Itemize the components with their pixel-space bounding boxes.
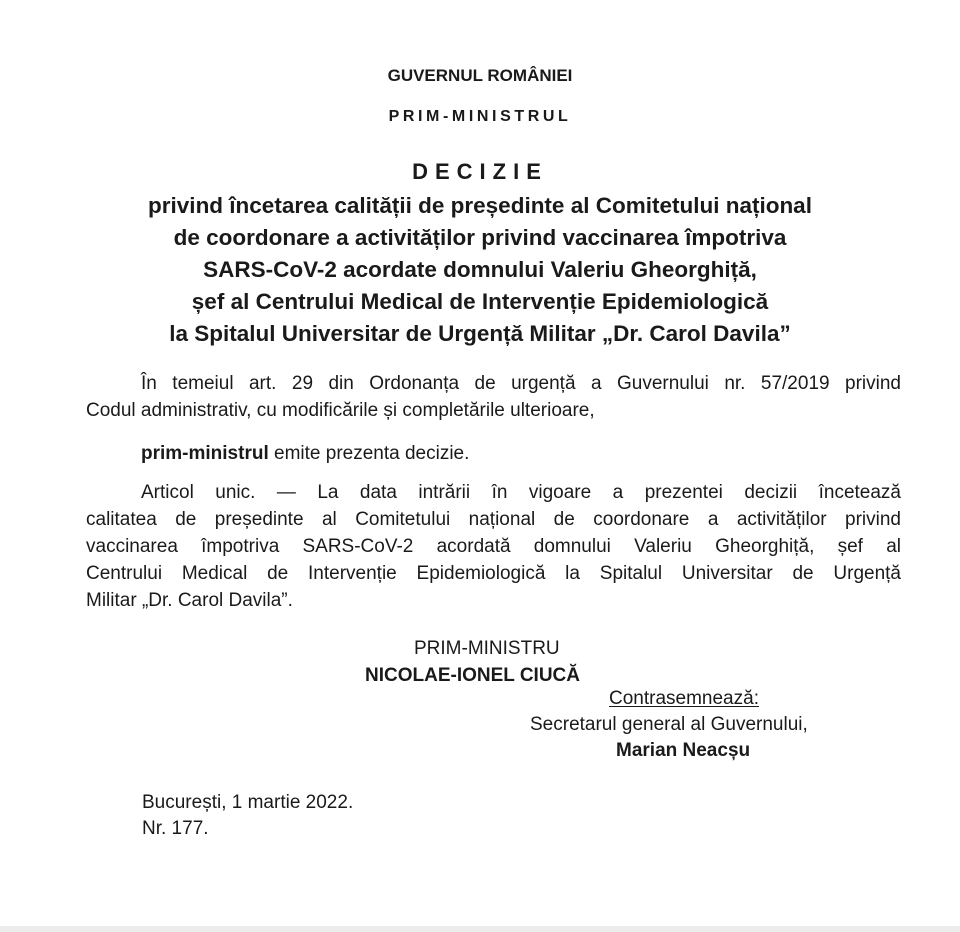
place-date: București, 1 martie 2022. <box>142 792 354 813</box>
government-heading: GUVERNUL ROMÂNIEI <box>387 66 573 85</box>
decision-title-line: de coordonare a activităților privind vaccinarea împotriva <box>173 225 787 250</box>
legal-basis-paragraph <box>86 370 901 424</box>
article-line: Militar „Dr. Carol Davila”. <box>86 590 293 611</box>
signatory-name: NICOLAE-IONEL CIUCĂ <box>365 665 580 686</box>
decision-title-line: SARS-CoV-2 acordate domnului Valeriu Gheorghiță, <box>203 257 757 282</box>
decision-number: Nr. 177. <box>142 818 209 839</box>
countersign-role: Secretarul general al Guvernului, <box>530 714 808 735</box>
decision-label: DECIZIE <box>412 159 548 184</box>
issuer-rest: emite prezenta decizie. <box>268 443 470 464</box>
bottom-divider <box>0 926 960 932</box>
countersign-name: Marian Neacșu <box>616 740 751 761</box>
countersign-label: Contrasemnează: <box>609 688 759 709</box>
issuer-line <box>86 440 901 467</box>
article-paragraph <box>86 479 901 614</box>
decision-title-line: la Spitalul Universitar de Urgență Militar „Dr. Carol Davila” <box>169 321 791 346</box>
article-line: calitatea de președinte al Comitetului național de coordonare a activităților privind <box>86 509 901 530</box>
article-line: Articol unic. — La data intrării în vigoare a prezentei decizii încetează <box>141 482 901 503</box>
legal-basis-line: Codul administrativ, cu modificările și completările ulterioare, <box>86 400 595 421</box>
decision-title-line: șef al Centrului Medical de Intervenție Epidemiologică <box>191 289 769 314</box>
article-line: Centrului Medical de Intervenție Epidemiologică la Spitalul Universitar de Urgență <box>86 563 901 584</box>
legal-basis-line: În temeiul art. 29 din Ordonanța de urgență a Guvernului nr. 57/2019 privind <box>141 373 901 394</box>
issuer-bold: prim-ministrul <box>141 443 269 464</box>
decision-title <box>0 190 960 350</box>
issuer-paragraph <box>86 440 901 467</box>
decision-title-line: privind încetarea calității de președinte al Comitetului național <box>148 193 812 218</box>
prime-minister-heading: PRIM-MINISTRUL <box>388 108 572 125</box>
article-line: vaccinarea împotriva SARS-CoV-2 acordată domnului Valeriu Gheorghiță, șef al <box>86 536 901 557</box>
signatory-title: PRIM-MINISTRU <box>414 638 560 659</box>
